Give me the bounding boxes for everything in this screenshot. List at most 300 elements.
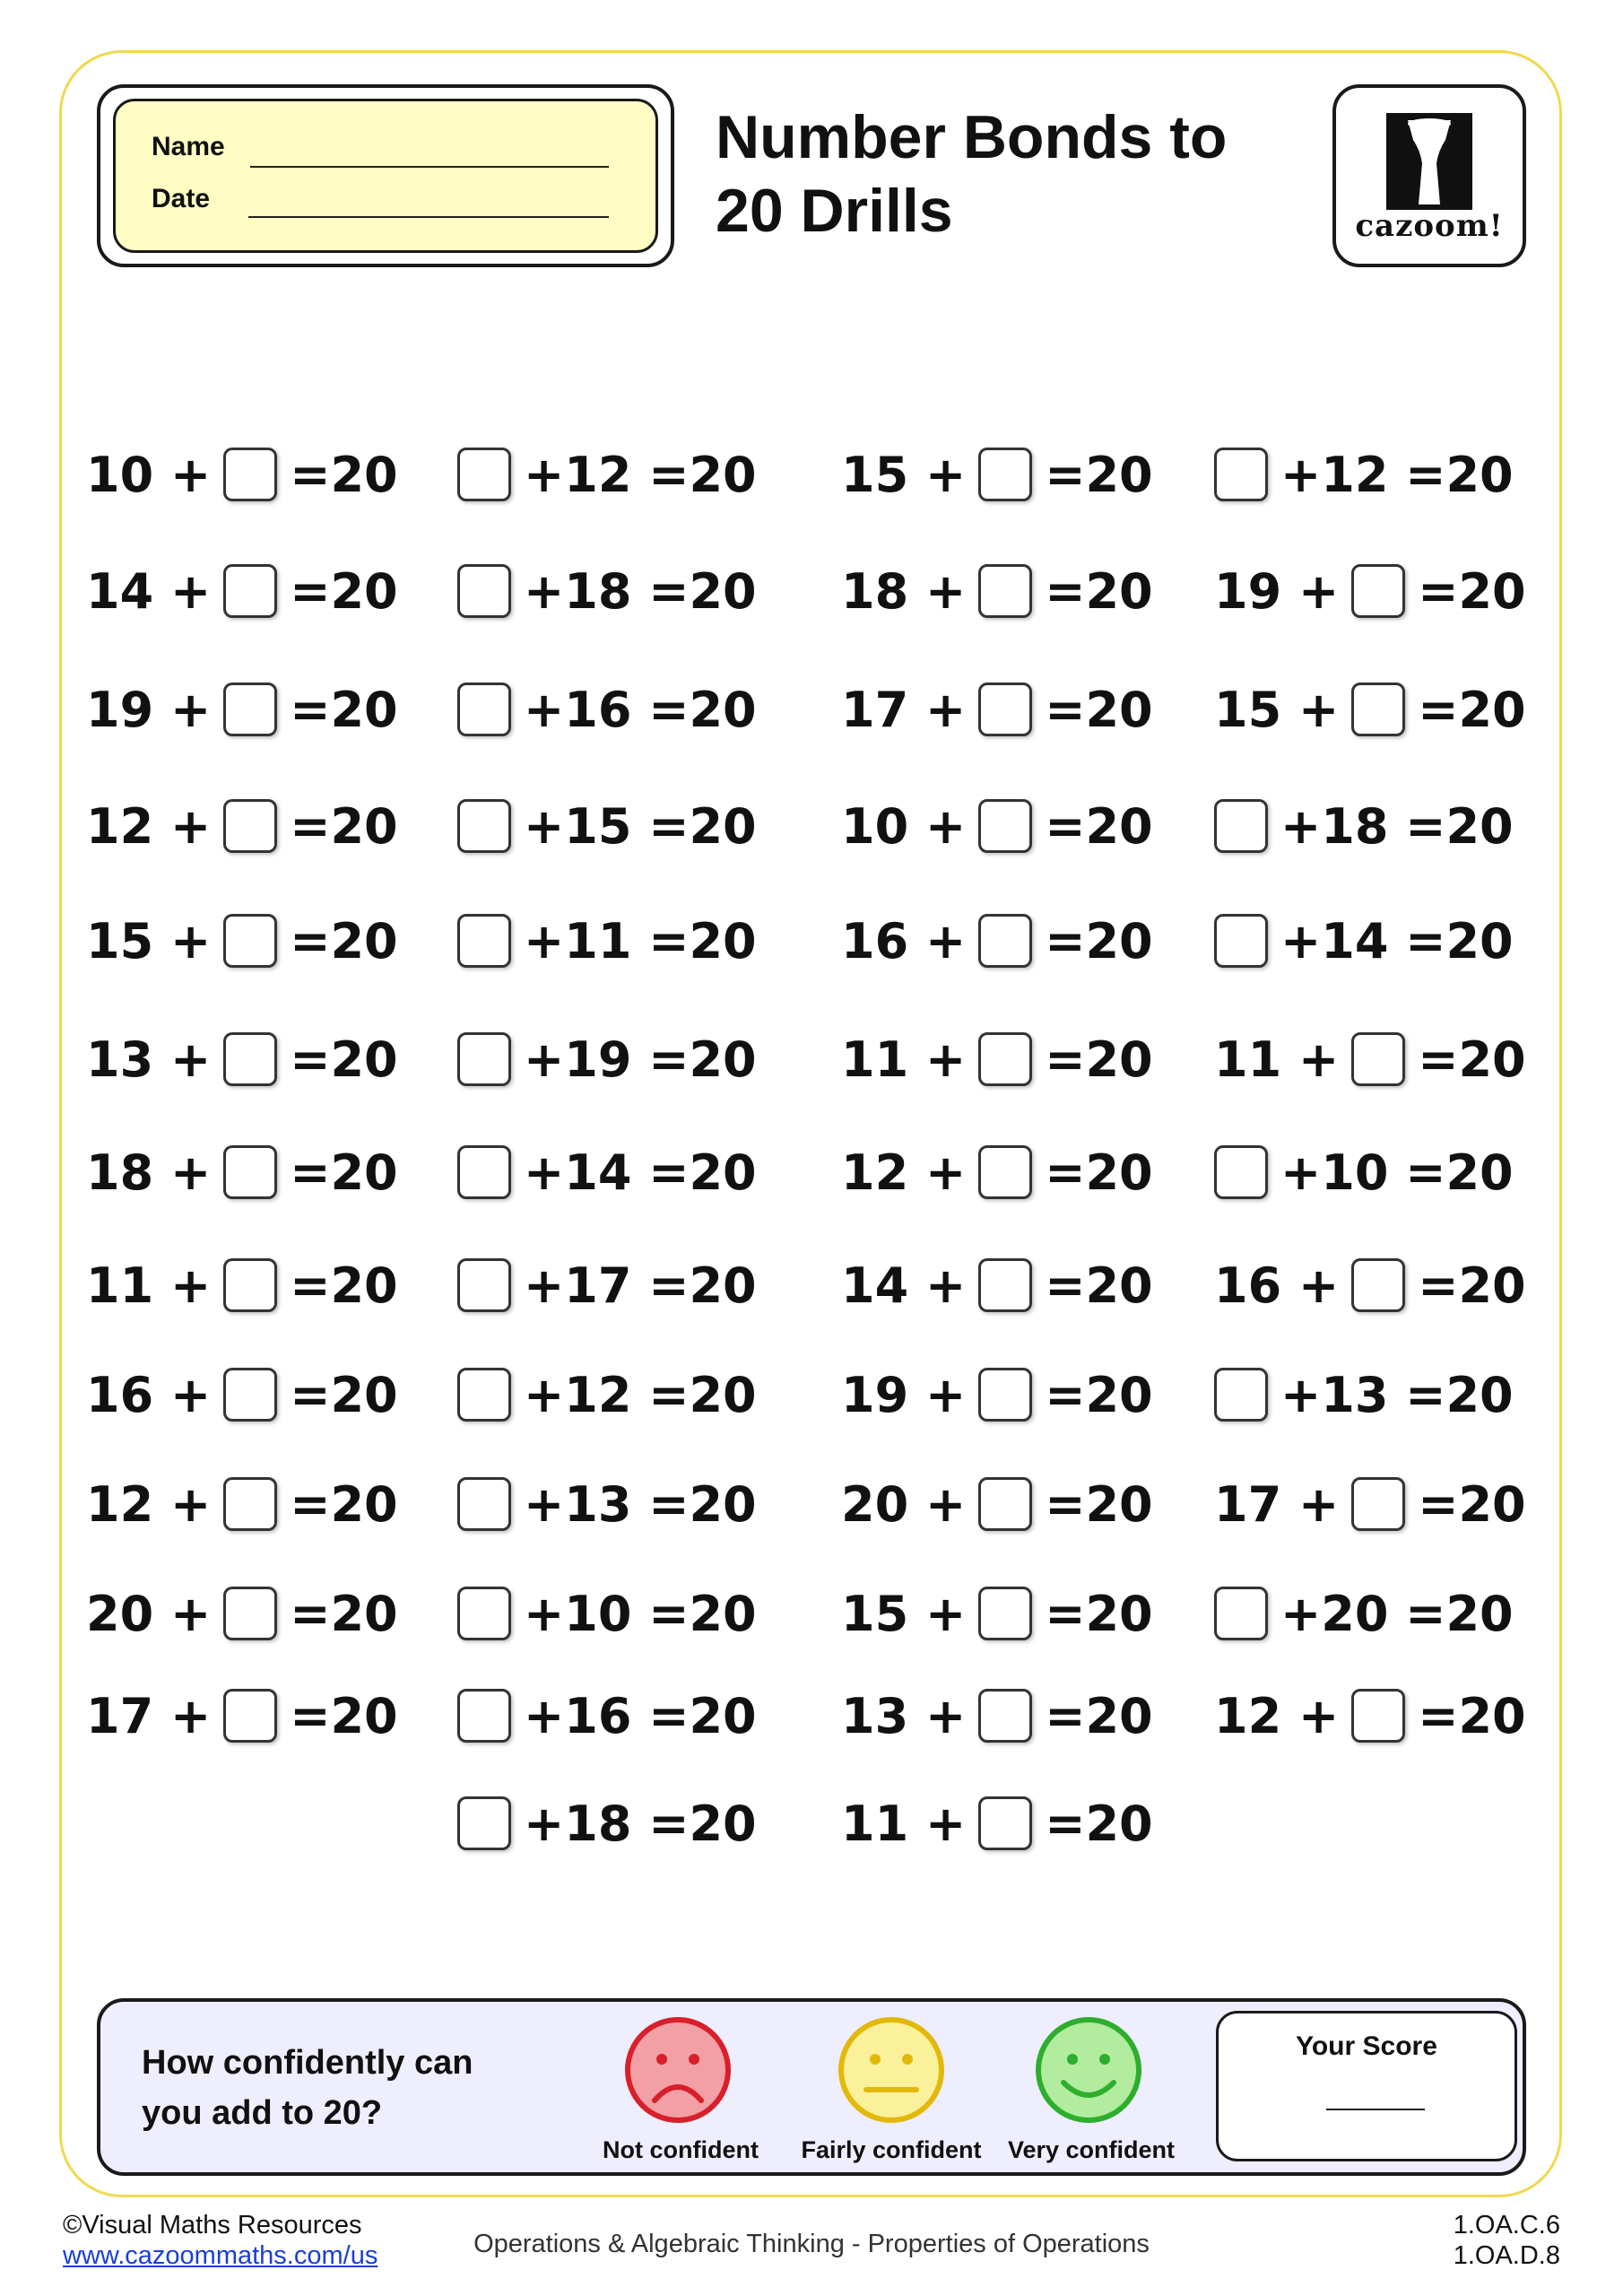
addend-known: 17 xyxy=(564,1257,632,1314)
equation xyxy=(457,795,757,857)
plus-sign: + xyxy=(1281,562,1340,620)
equals-sign: = xyxy=(631,1366,690,1423)
equation xyxy=(86,1582,398,1645)
addend-known: 12 xyxy=(86,797,154,855)
equation xyxy=(457,1028,757,1091)
equation xyxy=(457,678,757,741)
plus-sign: + xyxy=(153,1257,212,1314)
equation xyxy=(86,1363,398,1426)
equals-sign: = xyxy=(1045,1585,1086,1642)
plus-sign: + xyxy=(908,912,967,970)
addend-known: 15 xyxy=(1214,681,1282,738)
plus-sign: + xyxy=(524,912,565,970)
sum-value: 20 xyxy=(1085,1257,1153,1314)
fairly-confident-label: Fairly confident xyxy=(801,2136,982,2163)
score-box[interactable] xyxy=(1216,2011,1517,2161)
sum-value: 20 xyxy=(1085,1475,1153,1533)
sum-value: 20 xyxy=(689,446,757,503)
addend-known: 13 xyxy=(1321,1366,1389,1423)
addend-known: 11 xyxy=(564,912,632,970)
equation xyxy=(1214,1363,1514,1426)
plus-sign: + xyxy=(1280,1366,1322,1423)
sum-value: 20 xyxy=(330,1585,398,1642)
answer-box[interactable] xyxy=(457,448,511,501)
plus-sign: + xyxy=(1281,1257,1340,1314)
addend-known: 12 xyxy=(564,446,632,503)
addend-known: 14 xyxy=(841,1257,909,1314)
equals-sign: = xyxy=(631,1795,690,1852)
equation xyxy=(841,909,1153,972)
sum-value: 20 xyxy=(330,912,398,970)
equals-sign: = xyxy=(290,797,331,855)
sum-value: 20 xyxy=(689,912,757,970)
plus-sign: + xyxy=(908,797,967,855)
plus-sign: + xyxy=(153,1144,212,1201)
equation xyxy=(1214,1028,1526,1091)
topic-text: Operations & Algebraic Thinking - Properties of Operations xyxy=(473,2230,1150,2258)
equation xyxy=(457,1684,757,1747)
sum-value: 20 xyxy=(1458,1687,1526,1744)
equation xyxy=(841,560,1153,622)
plus-sign: + xyxy=(524,1257,565,1314)
footer-right xyxy=(1454,2210,1560,2271)
addend-known: 13 xyxy=(86,1031,154,1088)
sum-value: 20 xyxy=(689,1585,757,1642)
equation xyxy=(1214,560,1526,622)
sum-value: 20 xyxy=(1085,1687,1153,1744)
sum-value: 20 xyxy=(689,1687,757,1744)
equals-sign: = xyxy=(290,1144,331,1201)
equals-sign: = xyxy=(290,1257,331,1314)
very-confident-label: Very confident xyxy=(1007,2136,1176,2163)
plus-sign: + xyxy=(153,1366,212,1423)
answer-box[interactable] xyxy=(1351,683,1405,736)
sum-value: 20 xyxy=(330,562,398,620)
answer-box[interactable] xyxy=(223,1032,277,1086)
plus-sign: + xyxy=(524,1585,565,1642)
equals-sign: = xyxy=(631,1475,690,1533)
answer-box[interactable] xyxy=(978,683,1032,736)
addend-known: 19 xyxy=(564,1031,632,1088)
sum-value: 20 xyxy=(1085,562,1153,620)
equals-sign: = xyxy=(290,681,331,738)
equation xyxy=(1214,795,1514,857)
addend-known: 12 xyxy=(86,1475,154,1533)
addend-known: 13 xyxy=(564,1475,632,1533)
answer-box[interactable] xyxy=(223,1477,277,1531)
addend-known: 10 xyxy=(841,797,909,855)
equation xyxy=(457,1141,757,1204)
sum-value: 20 xyxy=(330,1257,398,1314)
plus-sign: + xyxy=(153,562,212,620)
equals-sign: = xyxy=(1045,1257,1086,1314)
equation xyxy=(1214,1141,1514,1204)
equation xyxy=(841,1028,1153,1091)
equation xyxy=(86,1254,398,1317)
answer-box[interactable] xyxy=(223,564,277,618)
equation xyxy=(1214,1254,1526,1317)
addend-known: 15 xyxy=(86,912,154,970)
plus-sign: + xyxy=(1281,1475,1340,1533)
equation xyxy=(457,1363,757,1426)
answer-box[interactable] xyxy=(1351,1477,1405,1531)
sum-value: 20 xyxy=(689,1475,757,1533)
addend-known: 19 xyxy=(1214,562,1282,620)
equals-sign: = xyxy=(1045,1795,1086,1852)
equals-sign: = xyxy=(1045,681,1086,738)
equation xyxy=(86,443,398,506)
addend-known: 18 xyxy=(86,1144,154,1201)
answer-box[interactable] xyxy=(223,1368,277,1422)
plus-sign: + xyxy=(524,446,565,503)
addend-known: 11 xyxy=(841,1031,909,1088)
sum-value: 20 xyxy=(330,1687,398,1744)
answer-box[interactable] xyxy=(1351,1689,1405,1743)
answer-box[interactable] xyxy=(978,1689,1032,1743)
addend-known: 11 xyxy=(1214,1031,1282,1088)
sum-value: 20 xyxy=(1085,446,1153,503)
not-confident-label: Not confident xyxy=(603,2136,759,2163)
answer-box[interactable] xyxy=(457,1689,511,1743)
plus-sign: + xyxy=(1281,1687,1340,1744)
plus-sign: + xyxy=(908,1257,967,1314)
equals-sign: = xyxy=(1045,1687,1086,1744)
sum-value: 20 xyxy=(1458,681,1526,738)
answer-box[interactable] xyxy=(978,1587,1032,1640)
equation xyxy=(86,1028,398,1091)
sum-value: 20 xyxy=(689,1366,757,1423)
plus-sign: + xyxy=(1280,797,1322,855)
plus-sign: + xyxy=(908,1031,967,1088)
sum-value: 20 xyxy=(1085,1585,1153,1642)
plus-sign: + xyxy=(153,1687,212,1744)
answer-box[interactable] xyxy=(978,1368,1032,1422)
sum-value: 20 xyxy=(1085,797,1153,855)
sum-value: 20 xyxy=(1085,1144,1153,1201)
addend-known: 15 xyxy=(841,1585,909,1642)
sum-value: 20 xyxy=(1445,1366,1514,1423)
sum-value: 20 xyxy=(1085,912,1153,970)
equals-sign: = xyxy=(290,1031,331,1088)
answer-box[interactable] xyxy=(1214,914,1268,968)
equals-sign: = xyxy=(1045,797,1086,855)
answer-box[interactable] xyxy=(457,1587,511,1640)
answer-box[interactable] xyxy=(978,448,1032,501)
sum-value: 20 xyxy=(1458,1257,1526,1314)
plus-sign: + xyxy=(908,681,967,738)
answer-box[interactable] xyxy=(1214,1368,1268,1422)
addend-known: 20 xyxy=(1321,1585,1389,1642)
sum-value: 20 xyxy=(689,1795,757,1852)
equation xyxy=(457,1473,757,1535)
equals-sign: = xyxy=(290,1585,331,1642)
equals-sign: = xyxy=(1045,1031,1086,1088)
equals-sign: = xyxy=(290,1366,331,1423)
plus-sign: + xyxy=(153,446,212,503)
plus-sign: + xyxy=(1280,1144,1322,1201)
equation xyxy=(86,678,398,741)
answer-box[interactable] xyxy=(978,1477,1032,1531)
sum-value: 20 xyxy=(1445,1144,1514,1201)
equals-sign: = xyxy=(1045,562,1086,620)
equation xyxy=(841,1582,1153,1645)
answer-box[interactable] xyxy=(457,1145,511,1199)
answer-box[interactable] xyxy=(457,1368,511,1422)
equals-sign: = xyxy=(1045,912,1086,970)
score-line xyxy=(1326,2109,1425,2110)
plus-sign: + xyxy=(908,1585,967,1642)
plus-sign: + xyxy=(908,1687,967,1744)
logo-text: cazoom! xyxy=(1355,208,1504,244)
sum-value: 20 xyxy=(1445,1585,1514,1642)
confidence-question: How confidently can you add to 20? xyxy=(142,2044,473,2132)
confidence-panel xyxy=(97,1998,1526,2176)
equals-sign: = xyxy=(631,1687,690,1744)
sum-value: 20 xyxy=(1458,1475,1526,1533)
equation xyxy=(841,1473,1153,1535)
answer-box[interactable] xyxy=(223,1689,277,1743)
equation xyxy=(86,560,398,622)
answer-box[interactable] xyxy=(457,1258,511,1312)
plus-sign: + xyxy=(153,681,212,738)
sum-value: 20 xyxy=(330,446,398,503)
plus-sign: + xyxy=(524,797,565,855)
addend-known: 17 xyxy=(841,681,909,738)
answer-box[interactable] xyxy=(457,683,511,736)
addend-known: 16 xyxy=(86,1366,154,1423)
sum-value: 20 xyxy=(1445,912,1514,970)
equation xyxy=(1214,1684,1526,1747)
plus-sign: + xyxy=(524,1366,565,1423)
date-label: Date xyxy=(152,184,211,213)
addend-known: 11 xyxy=(86,1257,154,1314)
plus-sign: + xyxy=(524,1687,565,1744)
sum-value: 20 xyxy=(1458,562,1526,620)
addend-known: 16 xyxy=(1214,1257,1282,1314)
equals-sign: = xyxy=(631,797,690,855)
fairly-confident-face-icon[interactable] xyxy=(836,2014,947,2126)
addend-known: 12 xyxy=(564,1366,632,1423)
plus-sign: + xyxy=(908,446,967,503)
equals-sign: = xyxy=(1388,1366,1446,1423)
equals-sign: = xyxy=(1418,1031,1459,1088)
addend-known: 17 xyxy=(86,1687,154,1744)
equation xyxy=(841,795,1153,857)
answer-box[interactable] xyxy=(223,1587,277,1640)
equals-sign: = xyxy=(631,681,690,738)
addend-known: 12 xyxy=(1321,446,1389,503)
answer-box[interactable] xyxy=(978,1032,1032,1086)
equation xyxy=(841,1792,1153,1855)
answer-box[interactable] xyxy=(457,1477,511,1531)
answer-box[interactable] xyxy=(1351,1032,1405,1086)
equation xyxy=(457,1582,757,1645)
answer-box[interactable] xyxy=(457,1032,511,1086)
plus-sign: + xyxy=(1281,1031,1340,1088)
answer-box[interactable] xyxy=(457,564,511,618)
equals-sign: = xyxy=(631,1257,690,1314)
addend-known: 12 xyxy=(1214,1687,1282,1744)
answer-box[interactable] xyxy=(457,914,511,968)
title-line-2: 20 Drills xyxy=(716,177,953,245)
copyright-text: ©Visual Maths Resources xyxy=(63,2211,362,2239)
answer-box[interactable] xyxy=(1214,448,1268,501)
equation xyxy=(1214,1473,1526,1535)
plus-sign: + xyxy=(524,1031,565,1088)
plus-sign: + xyxy=(524,1144,565,1201)
sum-value: 20 xyxy=(330,1144,398,1201)
answer-box[interactable] xyxy=(1214,1587,1268,1640)
equals-sign: = xyxy=(1418,1475,1459,1533)
sum-value: 20 xyxy=(1445,446,1514,503)
equals-sign: = xyxy=(1418,1687,1459,1744)
equals-sign: = xyxy=(631,446,690,503)
answer-box[interactable] xyxy=(1351,564,1405,618)
equation xyxy=(1214,1582,1514,1645)
equals-sign: = xyxy=(1045,1475,1086,1533)
answer-box[interactable] xyxy=(223,799,277,853)
very-confident-face-icon[interactable] xyxy=(1033,2014,1144,2126)
equals-sign: = xyxy=(1388,1144,1446,1201)
answer-box[interactable] xyxy=(223,448,277,501)
standard-code-2: 1.OA.D.8 xyxy=(1453,2241,1560,2270)
plus-sign: + xyxy=(153,912,212,970)
answer-box[interactable] xyxy=(457,799,511,853)
addend-known: 15 xyxy=(564,797,632,855)
addend-known: 16 xyxy=(564,1687,632,1744)
sum-value: 20 xyxy=(1458,1031,1526,1088)
answer-box[interactable] xyxy=(223,914,277,968)
equation xyxy=(457,909,757,972)
addend-known: 18 xyxy=(564,1795,632,1852)
answer-box[interactable] xyxy=(1351,1258,1405,1312)
sum-value: 20 xyxy=(330,1031,398,1088)
plus-sign: + xyxy=(908,1366,967,1423)
plus-sign: + xyxy=(1280,912,1322,970)
equation xyxy=(1214,909,1514,972)
plus-sign: + xyxy=(153,797,212,855)
equals-sign: = xyxy=(1388,797,1446,855)
title-line-1: Number Bonds to xyxy=(716,103,1228,171)
score-label: Your Score xyxy=(1296,2031,1437,2061)
equals-sign: = xyxy=(290,1475,331,1533)
equation xyxy=(457,1254,757,1317)
answer-box[interactable] xyxy=(223,1145,277,1199)
equation xyxy=(457,1792,757,1855)
addend-known: 10 xyxy=(1321,1144,1389,1201)
equation xyxy=(86,1473,398,1535)
addend-known: 14 xyxy=(86,562,154,620)
answer-box[interactable] xyxy=(978,1145,1032,1199)
answer-box[interactable] xyxy=(1214,799,1268,853)
equals-sign: = xyxy=(631,562,690,620)
addend-known: 11 xyxy=(841,1795,909,1852)
equation xyxy=(841,1363,1153,1426)
equation xyxy=(457,560,757,622)
equals-sign: = xyxy=(631,1031,690,1088)
addend-known: 10 xyxy=(86,446,154,503)
equation xyxy=(1214,678,1526,741)
sum-value: 20 xyxy=(689,1031,757,1088)
plus-sign: + xyxy=(908,1144,967,1201)
equals-sign: = xyxy=(1045,446,1086,503)
addend-known: 19 xyxy=(86,681,154,738)
sum-value: 20 xyxy=(689,681,757,738)
addend-known: 18 xyxy=(841,562,909,620)
equation xyxy=(841,443,1153,506)
addend-known: 20 xyxy=(841,1475,909,1533)
sum-value: 20 xyxy=(330,1475,398,1533)
addend-known: 14 xyxy=(1321,912,1389,970)
sum-value: 20 xyxy=(330,797,398,855)
standard-code-1: 1.OA.C.6 xyxy=(1453,2211,1560,2239)
website-link[interactable]: www.cazoommaths.com/us xyxy=(63,2241,378,2270)
equation xyxy=(86,1684,398,1747)
answer-box[interactable] xyxy=(978,1796,1032,1850)
equals-sign: = xyxy=(631,1585,690,1642)
answer-box[interactable] xyxy=(978,799,1032,853)
not-confident-face-icon[interactable] xyxy=(622,2014,733,2126)
addend-known: 18 xyxy=(564,562,632,620)
equals-sign: = xyxy=(290,446,331,503)
sum-value: 20 xyxy=(1085,1031,1153,1088)
addend-known: 20 xyxy=(86,1585,154,1642)
equals-sign: = xyxy=(1388,912,1446,970)
answer-box[interactable] xyxy=(223,1258,277,1312)
plus-sign: + xyxy=(908,1475,967,1533)
equation xyxy=(457,443,757,506)
sum-value: 20 xyxy=(689,1257,757,1314)
answer-box[interactable] xyxy=(1214,1145,1268,1199)
answer-box[interactable] xyxy=(223,683,277,736)
equation xyxy=(86,1141,398,1204)
equation xyxy=(841,1141,1153,1204)
equals-sign: = xyxy=(1418,1257,1459,1314)
answer-box[interactable] xyxy=(978,914,1032,968)
sum-value: 20 xyxy=(1085,681,1153,738)
plus-sign: + xyxy=(908,562,967,620)
equals-sign: = xyxy=(631,912,690,970)
equals-sign: = xyxy=(290,912,331,970)
equation xyxy=(86,909,398,972)
equation xyxy=(1214,443,1514,506)
equals-sign: = xyxy=(1045,1144,1086,1201)
equals-sign: = xyxy=(631,1144,690,1201)
answer-box[interactable] xyxy=(978,1258,1032,1312)
addend-known: 18 xyxy=(1321,797,1389,855)
plus-sign: + xyxy=(524,681,565,738)
answer-box[interactable] xyxy=(457,1796,511,1850)
equation xyxy=(841,678,1153,741)
addend-known: 17 xyxy=(1214,1475,1282,1533)
addend-known: 16 xyxy=(841,912,909,970)
equals-sign: = xyxy=(1388,446,1446,503)
addend-known: 14 xyxy=(564,1144,632,1201)
sum-value: 20 xyxy=(689,797,757,855)
equals-sign: = xyxy=(1418,562,1459,620)
equals-sign: = xyxy=(1388,1585,1446,1642)
equation xyxy=(841,1254,1153,1317)
sum-value: 20 xyxy=(1085,1795,1153,1852)
addend-known: 15 xyxy=(841,446,909,503)
sum-value: 20 xyxy=(689,1144,757,1201)
equals-sign: = xyxy=(290,562,331,620)
plus-sign: + xyxy=(524,562,565,620)
equals-sign: = xyxy=(290,1687,331,1744)
plus-sign: + xyxy=(908,1795,967,1852)
plus-sign: + xyxy=(153,1585,212,1642)
answer-box[interactable] xyxy=(978,564,1032,618)
